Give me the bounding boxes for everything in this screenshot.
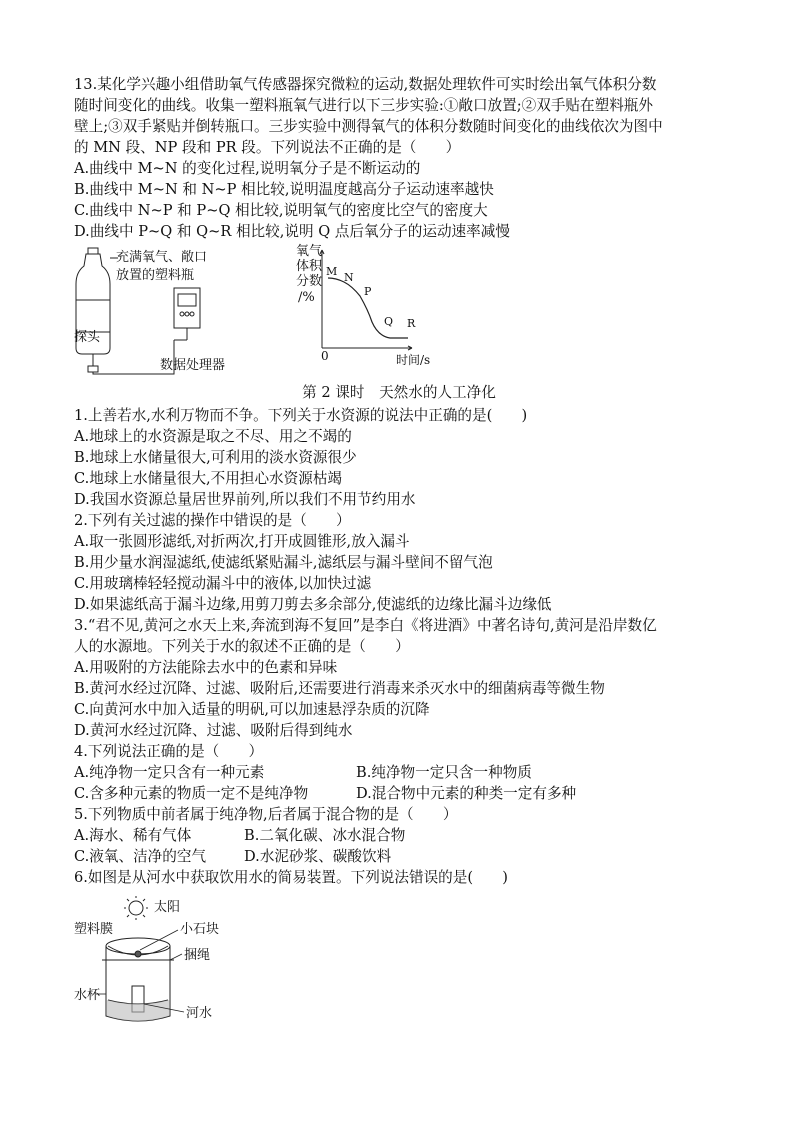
worksheet-page [74, 74, 724, 1032]
q4-stem: 4.下列说法正确的是（ ） [74, 743, 264, 760]
q3-stem-line-1: 3.“君不见,黄河之水天上来,奔流到海不复回”是李白《将进酒》中著名诗句,黄河是沿岸数亿 [74, 617, 657, 634]
q1-option-b: B.地球上水储量很大,可利用的淡水资源很少 [74, 449, 357, 466]
q13-stem-line-1: 13.某化学兴趣小组借助氧气传感器探究微粒的运动,数据处理软件可实时绘出氧气体积分数 [74, 76, 657, 93]
q3-option-b: B.黄河水经过沉降、过滤、吸附后,还需要进行消毒来杀灭水中的细菌病毒等微生物 [74, 680, 605, 697]
q3-option-c: C.向黄河水中加入适量的明矾,可以加速悬浮杂质的沉降 [74, 701, 430, 718]
q2-option-b: B.用少量水润湿滤纸,使滤纸紧贴漏斗,滤纸层与漏斗壁间不留气泡 [74, 554, 493, 571]
q13-stem-line-4: 的 MN 段、NP 段和 PR 段。下列说法不正确的是（ ） [74, 139, 461, 156]
processor-label: 数据处理器 [160, 358, 226, 373]
q2-option-d: D.如果滤纸高于漏斗边缘,用剪刀剪去多余部分,使滤纸的边缘比漏斗边缘低 [74, 596, 552, 613]
question-5 [74, 804, 724, 867]
point-n-label: N [344, 271, 354, 284]
y-axis-label-1: 氧气 [296, 244, 323, 259]
q4-option-b: B.纯净物一定只含一种物质 [356, 764, 532, 781]
question-1 [74, 405, 724, 510]
point-r-label: R [407, 317, 416, 330]
q13-figure [74, 244, 724, 376]
q3-stem-line-2: 人的水源地。下列关于水的叙述不正确的是（ ） [74, 638, 410, 655]
q3-option-a: A.用吸附的方法能除去水中的色素和异味 [74, 659, 338, 676]
point-q-label: Q [384, 315, 394, 328]
river-label: 河水 [186, 1006, 213, 1021]
q4-options-row-1 [74, 762, 724, 783]
cup-label: 水杯 [74, 988, 101, 1003]
q5-option-a: A.海水、稀有气体 [74, 827, 192, 844]
q6-figure [74, 894, 724, 1032]
q1-option-d: D.我国水资源总量居世界前列,所以我们不用节约用水 [74, 491, 416, 508]
sun-icon [124, 896, 148, 920]
river-water [107, 1000, 169, 1021]
point-m-label: M [326, 265, 338, 278]
q1-option-c: C.地球上水储量很大,不用担心水资源枯竭 [74, 470, 343, 487]
q2-stem: 2.下列有关过滤的操作中错误的是（ ） [74, 512, 351, 529]
sun-label: 太阳 [154, 900, 181, 915]
q4-options-row-2 [74, 783, 724, 804]
rope-label: 捆绳 [184, 948, 211, 963]
q5-option-c: C.液氧、洁净的空气 [74, 848, 207, 865]
q5-options-row-1 [74, 825, 724, 846]
q1-stem: 1.上善若水,水利万物而不争。下列关于水资源的说法中正确的是( ) [74, 407, 528, 424]
probe-label: 探头 [74, 330, 101, 345]
y-axis-label-4: /% [298, 290, 315, 305]
q4-option-a: A.纯净物一定只含有一种元素 [74, 764, 265, 781]
film-label: 塑料膜 [74, 922, 114, 937]
point-p-label: P [364, 285, 372, 298]
question-4 [74, 741, 724, 804]
q4-option-c: C.含多种元素的物质一定不是纯净物 [74, 785, 309, 802]
q13-stem-line-3: 壁上;③双手紧贴并倒转瓶口。三步实验中测得氧气的体积分数随时间变化的曲线依次为图中 [74, 118, 663, 135]
q2-option-a: A.取一张圆形滤纸,对折两次,打开成圆锥形,放入漏斗 [74, 533, 410, 550]
q6-stem: 6.如图是从河水中获取饮用水的简易装置。下列说法错误的是( ) [74, 869, 508, 886]
question-2 [74, 510, 724, 615]
q5-option-d: D.水泥砂浆、碳酸饮料 [244, 848, 392, 865]
bottle-label-line-2: 放置的塑料瓶 [116, 268, 195, 283]
q13-option-c: C.曲线中 N~P 和 P~Q 相比较,说明氧气的密度比空气的密度大 [74, 202, 488, 219]
q1-option-a: A.地球上的水资源是取之不尽、用之不竭的 [74, 428, 352, 445]
q13-stem-line-2: 随时间变化的曲线。收集一塑料瓶氧气进行以下三步实验:①敞口放置;②双手贴在塑料瓶外 [74, 97, 653, 114]
x-axis-label: 时间/s [396, 353, 431, 367]
q5-option-b: B.二氧化碳、冰水混合物 [244, 827, 406, 844]
q5-options-row-2 [74, 846, 724, 867]
q13-option-d: D.曲线中 P~Q 和 Q~R 相比较,说明 Q 点后氧分子的运动速率减慢 [74, 223, 510, 240]
question-6 [74, 867, 724, 1032]
question-13 [74, 74, 724, 376]
q13-option-b: B.曲线中 M~N 和 N~P 相比较,说明温度越高分子运动速率越快 [74, 181, 494, 198]
q2-option-c: C.用玻璃棒轻轻搅动漏斗中的液体,以加快过滤 [74, 575, 372, 592]
stone-label: 小石块 [180, 922, 220, 937]
q13-option-a: A.曲线中 M~N 的变化过程,说明氧分子是不断运动的 [74, 160, 421, 177]
section-title: 第 2 课时 天然水的人工净化 [302, 384, 496, 401]
question-3 [74, 615, 724, 741]
bottle-label-line-1: 充满氧气、敞口 [116, 250, 208, 265]
q3-option-d: D.黄河水经过沉降、过滤、吸附后得到纯水 [74, 722, 353, 739]
origin-label: 0 [321, 349, 329, 363]
y-axis-label-2: 体积 [296, 259, 323, 274]
y-axis-label-3: 分数 [296, 274, 323, 289]
q5-stem: 5.下列物质中前者属于纯净物,后者属于混合物的是（ ） [74, 806, 458, 823]
q4-option-d: D.混合物中元素的种类一定有多种 [356, 785, 577, 802]
data-processor-icon [174, 288, 200, 340]
